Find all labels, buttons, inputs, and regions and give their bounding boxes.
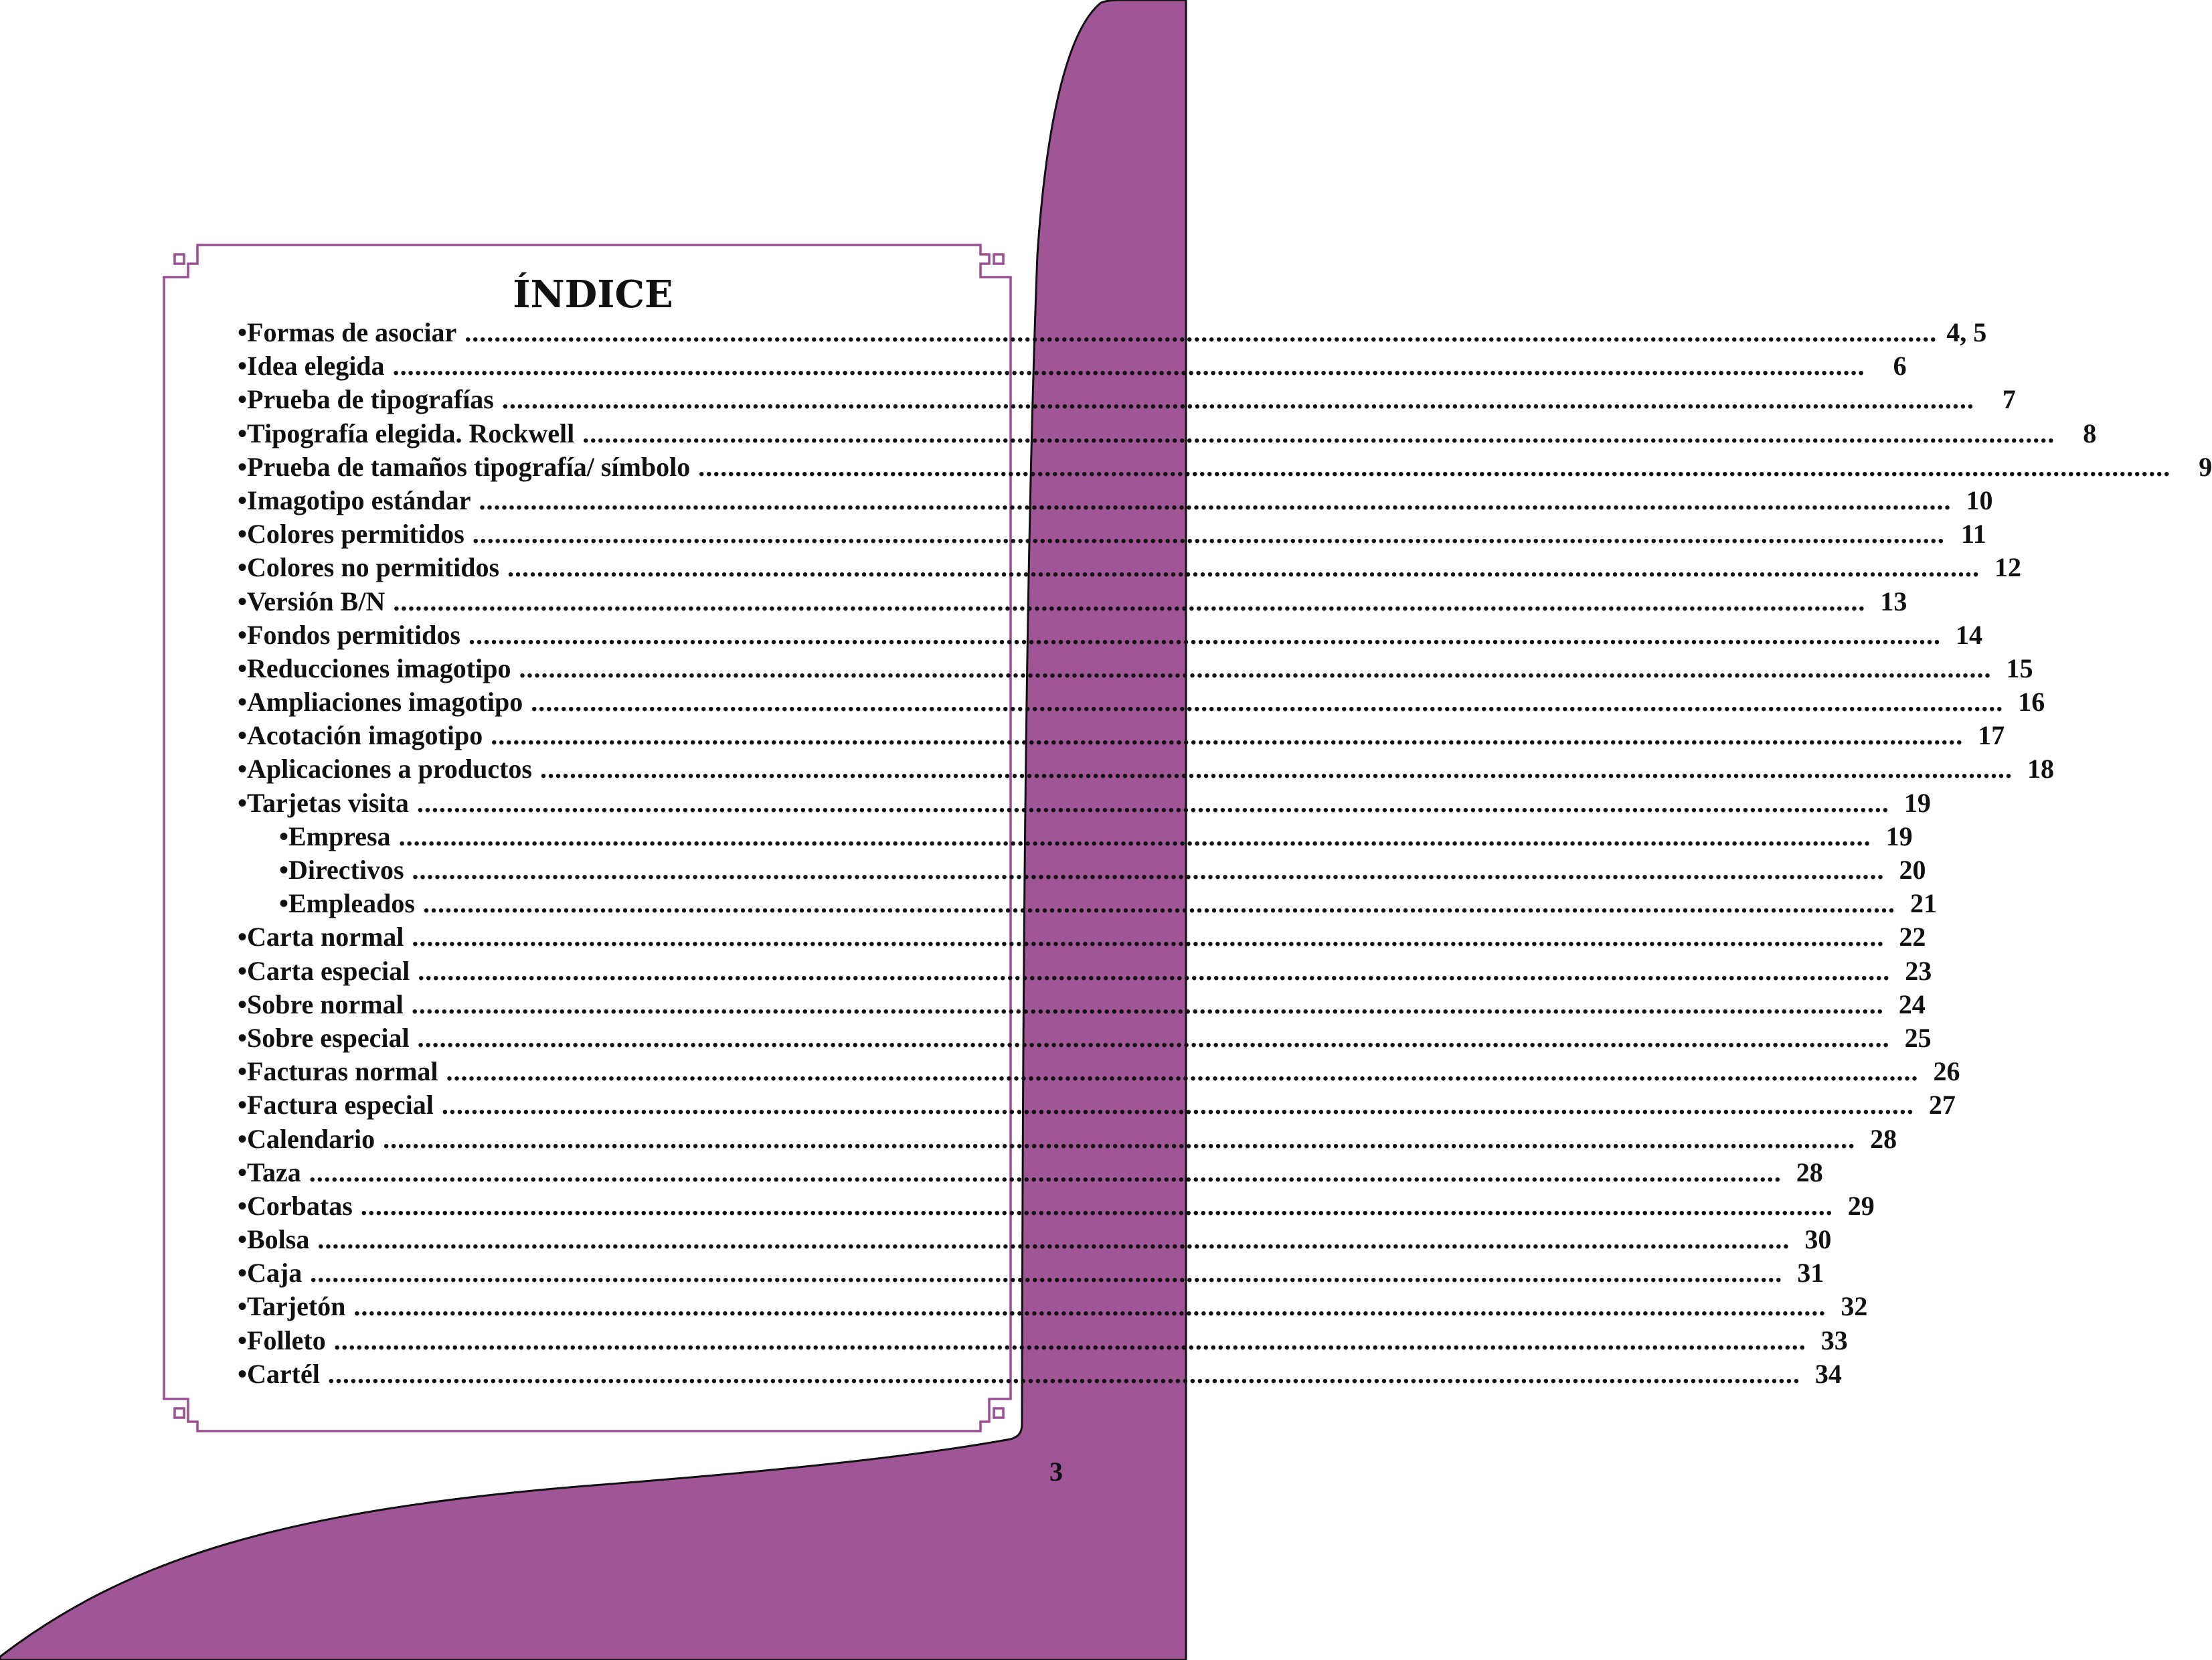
toc-entry-label: •Prueba de tamaños tipografía/ símbolo	[238, 451, 691, 482]
toc-entry-page: 8	[2083, 418, 2097, 448]
toc-entry-page: 6	[1893, 351, 1907, 382]
toc-leader-dots: ........................................................................................................................................................................................................	[422, 888, 1895, 919]
toc-entry-page: 26	[1933, 1056, 1960, 1087]
toc-entry-page: 27	[1928, 1090, 1956, 1120]
toc-leader-dots: ........................................................................................................................................................................................................	[698, 451, 2171, 482]
toc-entry	[238, 619, 1982, 653]
toc-entry	[238, 989, 1926, 1022]
toc-entry	[238, 653, 2033, 686]
toc-entry-label: •Sobre especial	[238, 1022, 410, 1053]
toc-leader-dots: ........................................................................................................................................................................................................	[392, 351, 1865, 382]
toc-entry-page: 21	[1909, 888, 1937, 919]
toc-leader-dots: ........................................................................................................................................................................................................	[360, 1190, 1833, 1221]
toc-entry	[238, 1291, 1868, 1324]
toc-entry	[238, 1157, 1823, 1190]
toc-entry-label: •Colores no permitidos	[238, 552, 500, 583]
toc-entry	[238, 753, 2054, 786]
toc-entry-page: 17	[1978, 720, 2005, 751]
toc-entry-page: 15	[2006, 653, 2033, 683]
toc-entry	[238, 1123, 1897, 1157]
toc-entry-page: 14	[1955, 619, 1982, 650]
toc-entry	[238, 418, 2097, 451]
toc-entry-label: •Carta normal	[238, 922, 404, 952]
toc-entry-label: •Reducciones imagotipo	[238, 653, 511, 683]
toc-entry-page: 32	[1841, 1291, 1868, 1322]
toc-leader-dots: ........................................................................................................................................................................................................	[491, 720, 1964, 751]
toc-entry-label: •Cartél	[238, 1358, 320, 1389]
toc-entry-page: 19	[1885, 821, 1913, 851]
toc-entry-label: •Calendario	[238, 1123, 375, 1154]
toc-entry-page: 23	[1905, 955, 1932, 986]
toc-entry-page: 10	[1966, 485, 1993, 515]
toc-entry	[238, 384, 2016, 417]
toc-entry-page: 29	[1847, 1190, 1875, 1221]
toc-entry-page: 13	[1880, 586, 1907, 616]
toc-entry	[238, 1257, 1824, 1291]
toc-entry-label: •Formas de asociar	[238, 317, 457, 347]
toc-entry-page: 31	[1797, 1258, 1824, 1289]
toc-entry	[238, 888, 1937, 921]
toc-leader-dots: ........................................................................................................................................................................................................	[464, 317, 1938, 347]
toc-entry	[238, 350, 1907, 384]
toc-entry	[238, 686, 2045, 720]
toc-entry-label: •Corbatas	[238, 1190, 353, 1221]
toc-leader-dots: ........................................................................................................................................................................................................	[333, 1325, 1806, 1355]
toc-leader-dots: ........................................................................................................................................................................................................	[441, 1090, 1914, 1120]
toc-entry	[238, 787, 1931, 821]
toc-entry-label: •Fondos permitidos	[238, 619, 460, 650]
toc-entry	[238, 1224, 1832, 1257]
toc-entry-label: •Prueba de tipografías	[238, 384, 494, 415]
toc-entry	[238, 518, 1986, 552]
toc-leader-dots: ........................................................................................................................................................................................................	[310, 1258, 1783, 1289]
toc-entry-page: 18	[2027, 754, 2054, 784]
toc-leader-dots: ........................................................................................................................................................................................................	[416, 787, 1889, 818]
toc-entry	[238, 854, 1926, 888]
toc-entry-page: 22	[1899, 922, 1926, 952]
index-title: ÍNDICE	[513, 272, 673, 317]
toc-entry	[238, 1056, 1960, 1089]
toc-entry-label: •Empresa	[279, 821, 391, 851]
toc-leader-dots: ........................................................................................................................................................................................................	[468, 619, 1941, 650]
toc-entry-page: 11	[1961, 519, 1986, 550]
toc-entry-label: •Imagotipo estándar	[238, 485, 471, 515]
toc-leader-dots: ........................................................................................................................................................................................................	[472, 519, 1945, 550]
toc-entry-page: 20	[1899, 855, 1926, 885]
toc-entry-page: 12	[1994, 552, 2022, 583]
toc-leader-dots: ........................................................................................................................................................................................................	[398, 821, 1871, 851]
toc-leader-dots: ........................................................................................................................................................................................................	[417, 1022, 1890, 1053]
toc-entry-page: 30	[1804, 1224, 1832, 1255]
toc-leader-dots: ........................................................................................................................................................................................................	[327, 1358, 1800, 1389]
toc-entry-label: •Folleto	[238, 1325, 326, 1355]
toc-entry	[238, 1022, 1932, 1056]
toc-leader-dots: ........................................................................................................................................................................................................	[507, 552, 1980, 583]
toc-leader-dots: ........................................................................................................................................................................................................	[393, 586, 1866, 616]
toc-leader-dots: ........................................................................................................................................................................................................	[412, 855, 1885, 885]
toc-entry-label: •Taza	[238, 1157, 301, 1187]
toc-entry-label: •Bolsa	[238, 1224, 310, 1255]
toc-entry	[238, 451, 2212, 485]
toc-entry-label: •Tipografía elegida. Rockwell	[238, 418, 575, 448]
toc-entry-label: •Tarjetón	[238, 1291, 346, 1322]
toc-entry	[238, 1190, 1875, 1224]
toc-entry	[238, 552, 2022, 585]
toc-entry	[238, 317, 1987, 350]
toc-entry-label: •Directivos	[279, 855, 404, 885]
table-of-contents	[238, 317, 2212, 1392]
toc-leader-dots: ........................................................................................................................................................................................................	[479, 485, 1952, 515]
page-number: 3	[1049, 1457, 1063, 1487]
toc-entry-page: 16	[2018, 687, 2045, 718]
toc-entry-label: •Tarjetas visita	[238, 787, 409, 818]
toc-entry-page: 25	[1904, 1022, 1932, 1053]
toc-entry	[238, 586, 1907, 619]
toc-leader-dots: ........................................................................................................................................................................................................	[519, 653, 1992, 683]
toc-leader-dots: ........................................................................................................................................................................................................	[317, 1224, 1790, 1255]
toc-leader-dots: ........................................................................................................................................................................................................	[582, 418, 2055, 448]
toc-entry	[238, 1358, 1842, 1392]
toc-entry	[238, 955, 1932, 989]
toc-entry-label: •Colores permitidos	[238, 519, 464, 550]
toc-entry-page: 28	[1870, 1123, 1897, 1154]
toc-entry-page: 9	[2199, 451, 2212, 482]
toc-leader-dots: ........................................................................................................................................................................................................	[446, 1056, 1919, 1087]
toc-entry	[238, 720, 2005, 753]
toc-leader-dots: ........................................................................................................................................................................................................	[539, 754, 2013, 784]
toc-leader-dots: ........................................................................................................................................................................................................	[383, 1123, 1856, 1154]
toc-entry-page: 33	[1820, 1325, 1848, 1355]
toc-entry	[238, 1325, 1848, 1358]
toc-entry	[238, 485, 1993, 518]
toc-leader-dots: ........................................................................................................................................................................................................	[309, 1157, 1782, 1187]
toc-entry-label: •Versión B/N	[238, 586, 386, 616]
toc-entry	[238, 821, 1913, 854]
toc-entry-page: 24	[1898, 989, 1926, 1019]
toc-entry-label: •Caja	[238, 1258, 303, 1289]
toc-entry-page: 34	[1814, 1358, 1842, 1389]
toc-entry-label: •Factura especial	[238, 1090, 434, 1120]
toc-entry-label: •Facturas normal	[238, 1056, 438, 1087]
toc-leader-dots: ........................................................................................................................................................................................................	[353, 1291, 1826, 1322]
toc-leader-dots: ........................................................................................................................................................................................................	[412, 922, 1885, 952]
toc-entry-label: •Aplicaciones a productos	[238, 754, 532, 784]
toc-entry-page: 19	[1903, 787, 1931, 818]
toc-entry-label: •Empleados	[279, 888, 415, 919]
toc-entry-page: 7	[2002, 384, 2016, 415]
toc-entry-label: •Acotación imagotipo	[238, 720, 483, 751]
toc-entry-page: 4, 5	[1946, 317, 1987, 347]
toc-entry	[238, 921, 1926, 954]
toc-entry-label: •Idea elegida	[238, 351, 385, 382]
toc-entry-label: •Ampliaciones imagotipo	[238, 687, 523, 718]
toc-leader-dots: ........................................................................................................................................................................................................	[418, 955, 1891, 986]
toc-entry	[238, 1089, 1956, 1123]
toc-leader-dots: ........................................................................................................................................................................................................	[501, 384, 1974, 415]
toc-leader-dots: ........................................................................................................................................................................................................	[411, 989, 1884, 1019]
toc-entry-label: •Sobre normal	[238, 989, 404, 1019]
toc-entry-page: 28	[1796, 1157, 1823, 1187]
toc-leader-dots: ........................................................................................................................................................................................................	[531, 687, 2004, 718]
toc-entry-label: •Carta especial	[238, 955, 410, 986]
